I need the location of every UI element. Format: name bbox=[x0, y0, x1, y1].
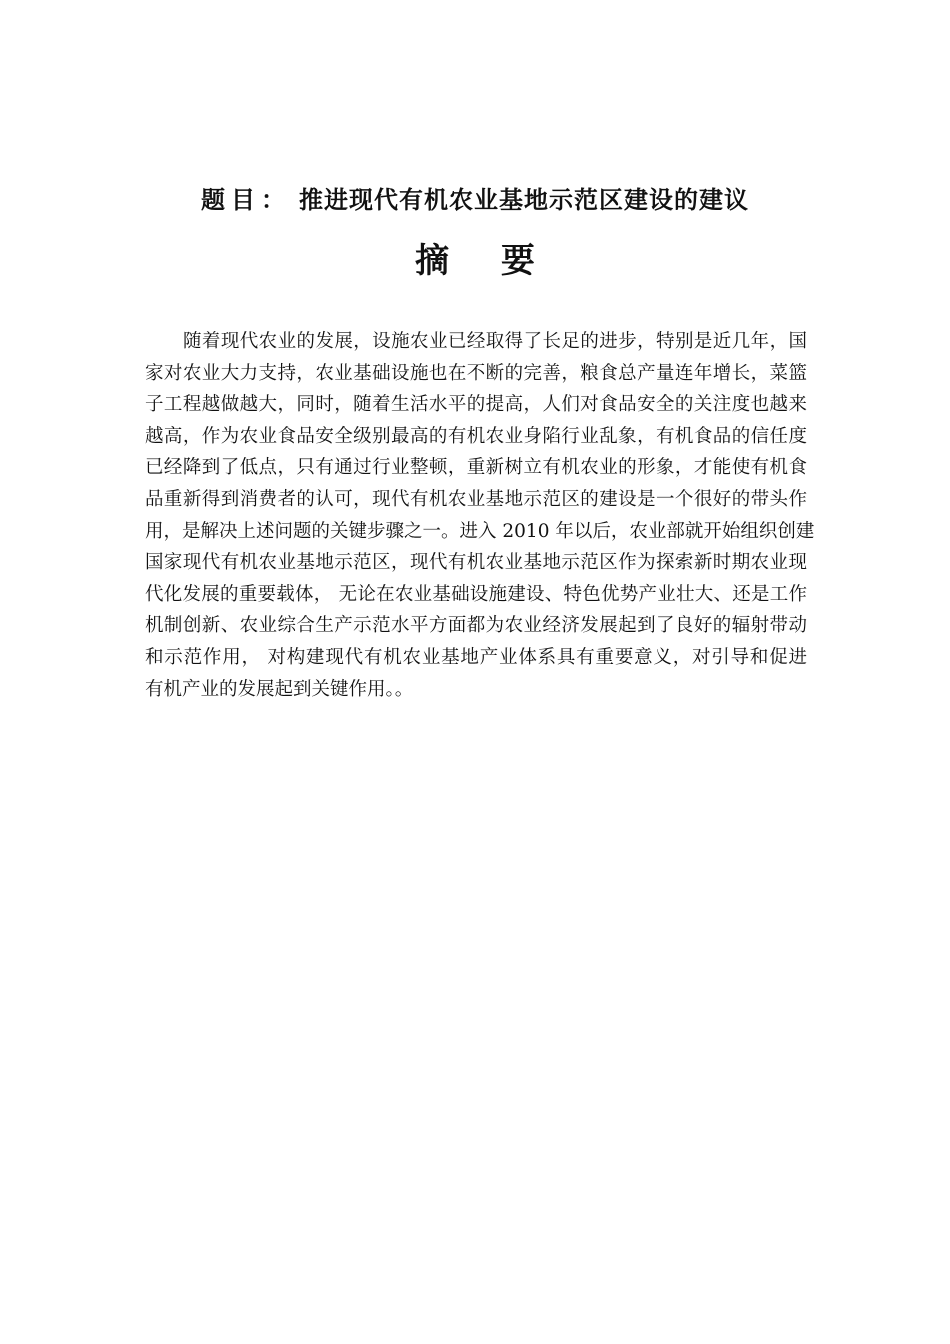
abstract-line: 代化发展的重要载体， 无论在农业基础设施建设、特色优势产业壮大、还是工作 bbox=[145, 583, 807, 605]
title-text: 推进现代有机农业基地示范区建设的建议 bbox=[299, 185, 749, 214]
abstract-line: 用，是解决上述问题的关键步骤之一。进入 2010 年以后，农业部就开始组织创建 bbox=[145, 520, 815, 542]
abstract-line: 机制创新、农业综合生产示范水平方面都为农业经济发展起到了良好的辐射带动 bbox=[145, 615, 807, 637]
abstract-line: 随着现代农业的发展，设施农业已经取得了长足的进步，特别是近几年，国 bbox=[183, 331, 807, 352]
title-prefix: 题目： bbox=[201, 185, 291, 214]
abstract-line: 国家现代有机农业基地示范区，现代有机农业基地示范区作为探索新时期农业现 bbox=[145, 552, 807, 574]
abstract-line: 有机产业的发展起到关键作用。。 bbox=[145, 678, 414, 700]
abstract-line: 品重新得到消费者的认可，现代有机农业基地示范区的建设是一个很好的带头作 bbox=[145, 488, 807, 510]
abstract-line: 越高，作为农业食品安全级别最高的有机农业身陷行业乱象，有机食品的信任度 bbox=[145, 425, 807, 447]
document-title bbox=[0, 182, 950, 218]
abstract-line: 和示范作用， 对构建现代有机农业基地产业体系具有重要意义，对引导和促进 bbox=[145, 646, 807, 668]
abstract-line: 子工程越做越大，同时，随着生活水平的提高，人们对食品安全的关注度也越来 bbox=[145, 394, 807, 416]
abstract-line: 已经降到了低点，只有通过行业整顿，重新树立有机农业的形象，才能使有机食 bbox=[145, 457, 807, 479]
abstract-body bbox=[145, 326, 815, 705]
abstract-line: 家对农业大力支持，农业基础设施也在不断的完善，粮食总产量连年增长，菜篮 bbox=[145, 362, 807, 384]
abstract-heading: 摘 要 bbox=[415, 241, 555, 281]
